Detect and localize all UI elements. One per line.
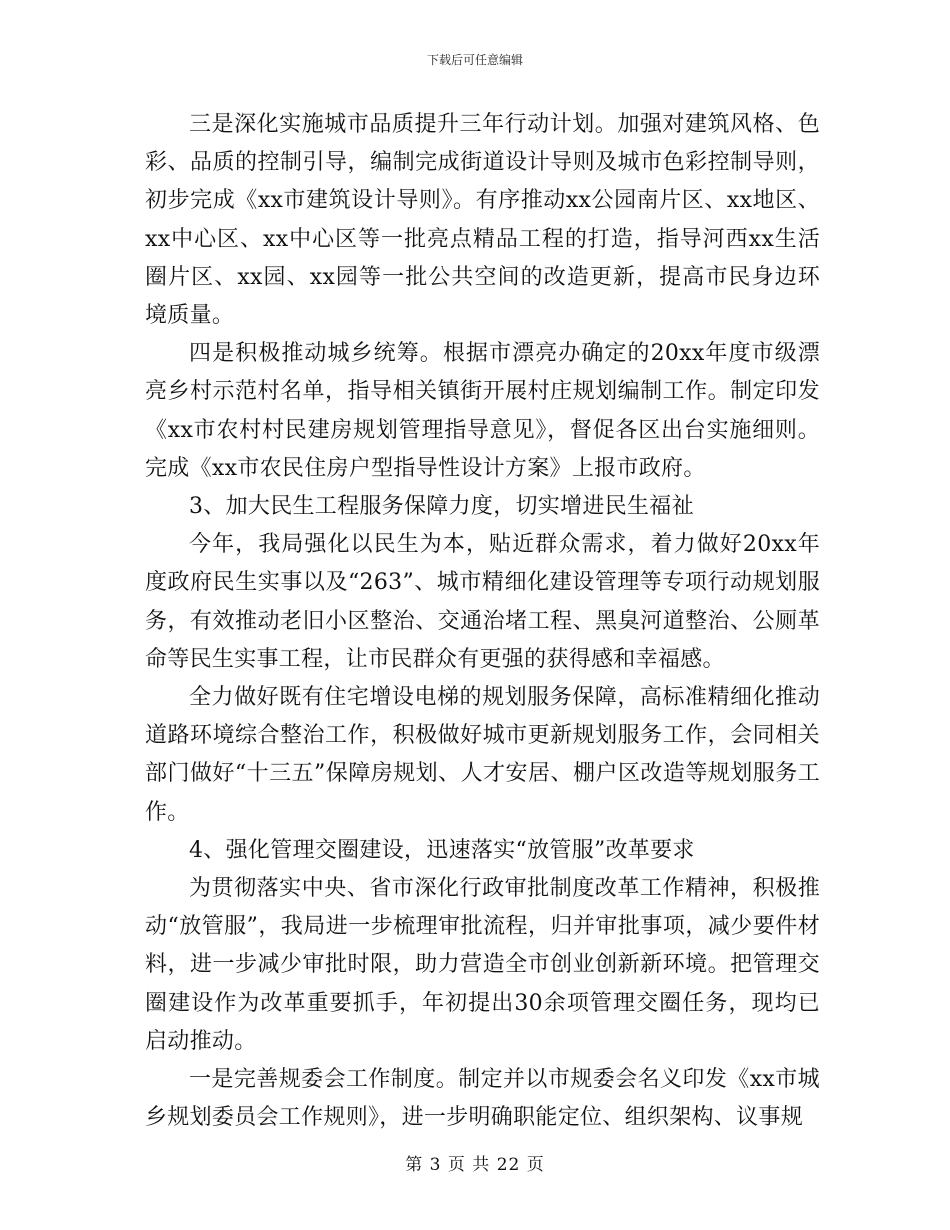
page-header: 下载后可任意编辑 [426, 53, 523, 67]
page-number-footer: 第 3 页 共 22 页 [405, 1155, 545, 1175]
paragraph-livelihood: 今年，我局强化以民生为本，贴近群众需求，着力做好20xx年度政府民生实事以及“263”、城市精细化建设管理等专项行动规划服务，有效推动老旧小区整治、交通治堵工程、黑臭河道整治、公厕革命等民生实事工程，让市民群众有更强的获得感和幸福感。 [145, 532, 820, 672]
paragraph-city-quality: 三是深化实施城市品质提升三年行动计划。加强对建筑风格、色彩、品质的控制引导，编制完成街道设计导则及城市色彩控制导则，初步完成《xx市建筑设计导则》。有序推动xx公园南片区、xx地区、xx中心区、xx中心区等一批亮点精品工程的打造，指导河西xx生活圈片区、xx园、xx园等一批公共空间的改造更新，提高市民身边环境质量。 [145, 112, 820, 329]
paragraph-elevator-services: 全力做好既有住宅增设电梯的规划服务保障，高标准精细化推动道路环境综合整治工作，积极做好城市更新规划服务工作，会同相关部门做好“十三五”保障房规划、人才安居、棚户区改造等规划服务工作。 [145, 685, 820, 825]
section-heading-4: 4、强化管理交圈建设，迅速落实“放管服”改革要求 [189, 837, 695, 863]
paragraph-urban-rural: 四是积极推动城乡统筹。根据市漂亮办确定的20xx年度市级漂亮乡村示范村名单，指导相关镇街开展村庄规划编制工作。制定印发《xx市农村村民建房规划管理指导意见》，督促各区出台实施细则。完成《xx市农民住房户型指导性设计方案》上报市政府。 [145, 341, 820, 481]
section-heading-3: 3、加大民生工程服务保障力度，切实增进民生福祉 [189, 494, 694, 520]
document-body [145, 106, 820, 1137]
paragraph-committee-rules: 一是完善规委会工作制度。制定并以市规委会名义印发《xx市城乡规划委员会工作规则》，进一步明确职能定位、组织架构、议事规 [145, 1067, 820, 1131]
paragraph-reform: 为贯彻落实中央、省市深化行政审批制度改革工作精神，积极推动“放管服”，我局进一步梳理审批流程，归并审批事项，减少要件材料，进一步减少审批时限，助力营造全市创业创新新环境。把管理交圈建设作为改革重要抓手，年初提出30余项管理交圈任务，现均已启动推动。 [145, 876, 820, 1054]
